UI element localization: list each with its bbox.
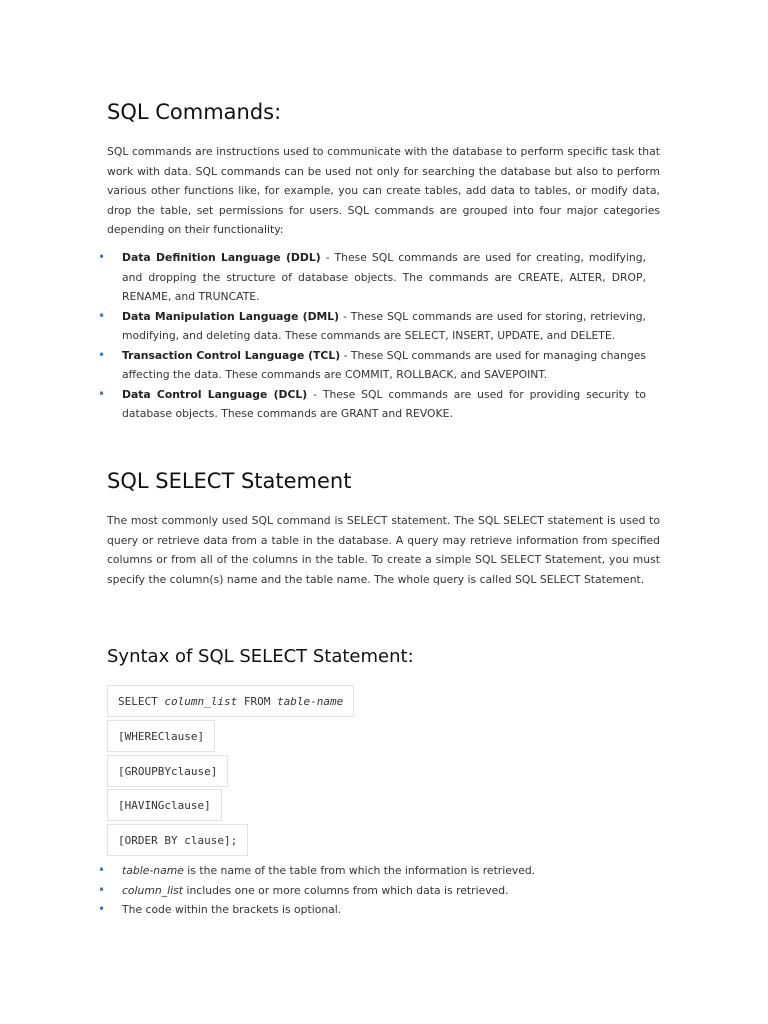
bullet-icon: • [98, 308, 106, 323]
category-term: Data Manipulation Language (DML) [122, 309, 340, 323]
note-term: column_list [122, 883, 184, 897]
list-item [96, 385, 646, 424]
note-term: table-name [122, 864, 184, 877]
bullet-icon: • [98, 250, 106, 264]
category-description: - These SQL commands are used for creating, modifying, and dropping the structure of database objects. The commands are CREATE, ALTER, DROP, RENAME, and TRUNCATE. [122, 251, 647, 303]
code-keyword: SELECT [118, 695, 165, 708]
category-term: Transaction Control Language (TCL) [122, 348, 341, 362]
list-item [96, 248, 646, 307]
code-line-select [107, 685, 354, 717]
list-item [96, 346, 646, 385]
code-placeholder: table-name [276, 695, 344, 708]
list-item [96, 900, 656, 920]
category-term: Data Control Language (DCL) [122, 387, 308, 401]
list-item [96, 861, 656, 881]
section-heading-select-statement: SQL SELECT Statement [107, 469, 352, 493]
note-text: includes one or more columns from which data is retrieved. [183, 883, 509, 897]
category-description: - These SQL commands are used for providing security to database objects. These commands are GRANT and REVOKE. [122, 387, 646, 420]
syntax-notes-list [96, 861, 656, 920]
bullet-icon: • [98, 882, 106, 897]
category-term: Data Definition Language (DDL) [122, 251, 321, 264]
note-text: is the name of the table from which the information is retrieved. [183, 864, 536, 877]
category-description: - These SQL commands are used for managing changes affecting the data. These commands are COMMIT, ROLLBACK, and SAVEPOINT. [122, 348, 646, 381]
command-categories-list [96, 248, 646, 424]
code-placeholder: column_list [164, 695, 238, 708]
category-description: - These SQL commands are used for storing, retrieving, modifying, and deleting data. These commands are SELECT, INSERT, UPDATE, and DELETE. [122, 309, 646, 342]
code-line-having: [HAVINGclause] [107, 789, 222, 821]
bullet-icon: • [98, 386, 106, 401]
section-heading-syntax: Syntax of SQL SELECT Statement: [107, 646, 414, 667]
code-keyword: FROM [237, 695, 277, 708]
code-line-groupby: [GROUPBYclause] [107, 755, 228, 787]
note-text: The code within the brackets is optional. [122, 903, 342, 916]
bullet-icon: • [98, 902, 106, 916]
intro-paragraph: SQL commands are instructions used to communicate with the database to perform specific task that work with data. SQL commands can be used not only for searching the database but also to perform various other functions like, for example, you can create tables, add data to tables, or modify data, drop the table, set permissions for users. SQL commands are grouped into four major categories depending on their functionality: [107, 145, 660, 236]
code-line-orderby: [ORDER BY clause]; [107, 824, 248, 856]
select-statement-paragraph: The most commonly used SQL command is SELECT statement. The SQL SELECT statement is used to query or retrieve data from a table in the database. A query may retrieve information from specified columns or from all of the columns in the table. To create a simple SQL SELECT Statement, you must specify the column(s) name and the table name. The whole query is called SQL SELECT Statement. [107, 514, 660, 586]
list-item [96, 307, 646, 346]
list-item [96, 881, 656, 901]
code-line-where: [WHEREClause] [107, 720, 215, 752]
section-heading-sql-commands: SQL Commands: [107, 100, 282, 124]
bullet-icon: • [98, 863, 106, 877]
bullet-icon: • [98, 347, 106, 362]
